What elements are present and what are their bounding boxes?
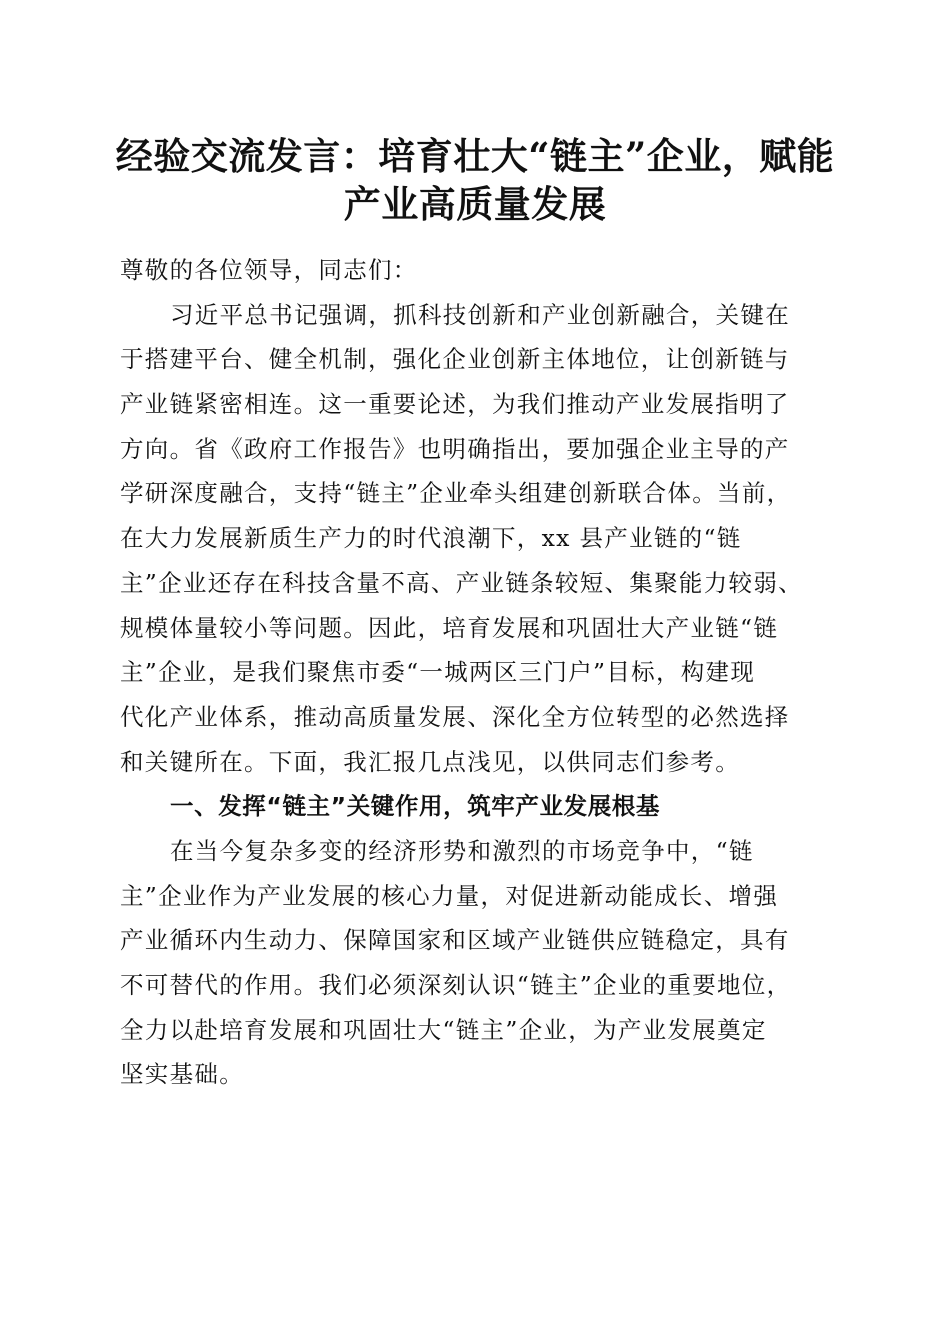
paragraph-1-line: 规模体量较小等问题。因此，培育发展和巩固壮大产业链“链: [120, 613, 779, 642]
paragraph-1-line: 和关键所在。下面，我汇报几点浅见，以供同志们参考。: [120, 747, 740, 776]
section-heading-1: 一、发挥“链主”关键作用，筑牢产业发展根基: [170, 792, 660, 821]
title-line-2: 产业高质量发展: [343, 182, 607, 226]
paragraph-1-line: 主”企业，是我们聚焦市委“一城两区三门户”目标，构建现: [120, 658, 756, 687]
paragraph-2-line: 坚实基础。: [120, 1060, 244, 1089]
paragraph-2-line: 在当今复杂多变的经济形势和激烈的市场竞争中，“链: [170, 836, 754, 865]
paragraph-1-line: 在大力发展新质生产力的时代浪潮下，xx 县产业链的“链: [120, 524, 742, 553]
document-body: [120, 248, 832, 1097]
paragraph-2: [120, 829, 832, 1097]
paragraph-1-line: 方向。省《政府工作报告》也明确指出，要加强企业主导的产: [120, 434, 790, 463]
document-title: [100, 132, 850, 228]
paragraph-1: [120, 293, 832, 785]
paragraph-1-line: 于搭建平台、健全机制，强化企业创新主体地位，让创新链与: [120, 345, 790, 374]
paragraph-2-line: 不可替代的作用。我们必须深刻认识“链主”企业的重要地位，: [120, 971, 792, 999]
paragraph-2-line: 产业循环内生动力、保障国家和区域产业链供应链稳定，具有: [120, 926, 790, 955]
paragraph-1-line: 学研深度融合，支持“链主”企业牵头组建创新联合体。当前，: [120, 479, 792, 508]
paragraph-1-line: 代化产业体系，推动高质量发展、深化全方位转型的必然选择: [120, 702, 790, 731]
paragraph-2-line: 主”企业作为产业发展的核心力量，对促进新动能成长、增强: [120, 881, 779, 910]
paragraph-1-line: 主”企业还存在科技含量不高、产业链条较短、集聚能力较弱、: [120, 568, 803, 597]
paragraph-1-line: 习近平总书记强调，抓科技创新和产业创新融合，关键在: [170, 300, 790, 329]
paragraph-2-line: 全力以赴培育发展和巩固壮大“链主”企业，为产业发展奠定: [120, 1015, 767, 1044]
salutation: 尊敬的各位领导，同志们：: [120, 256, 418, 284]
paragraph-1-line: 产业链紧密相连。这一重要论述，为我们推动产业发展指明了: [120, 390, 790, 419]
title-line-1: 经验交流发言：培育壮大“链主”企业，赋能: [115, 134, 835, 178]
